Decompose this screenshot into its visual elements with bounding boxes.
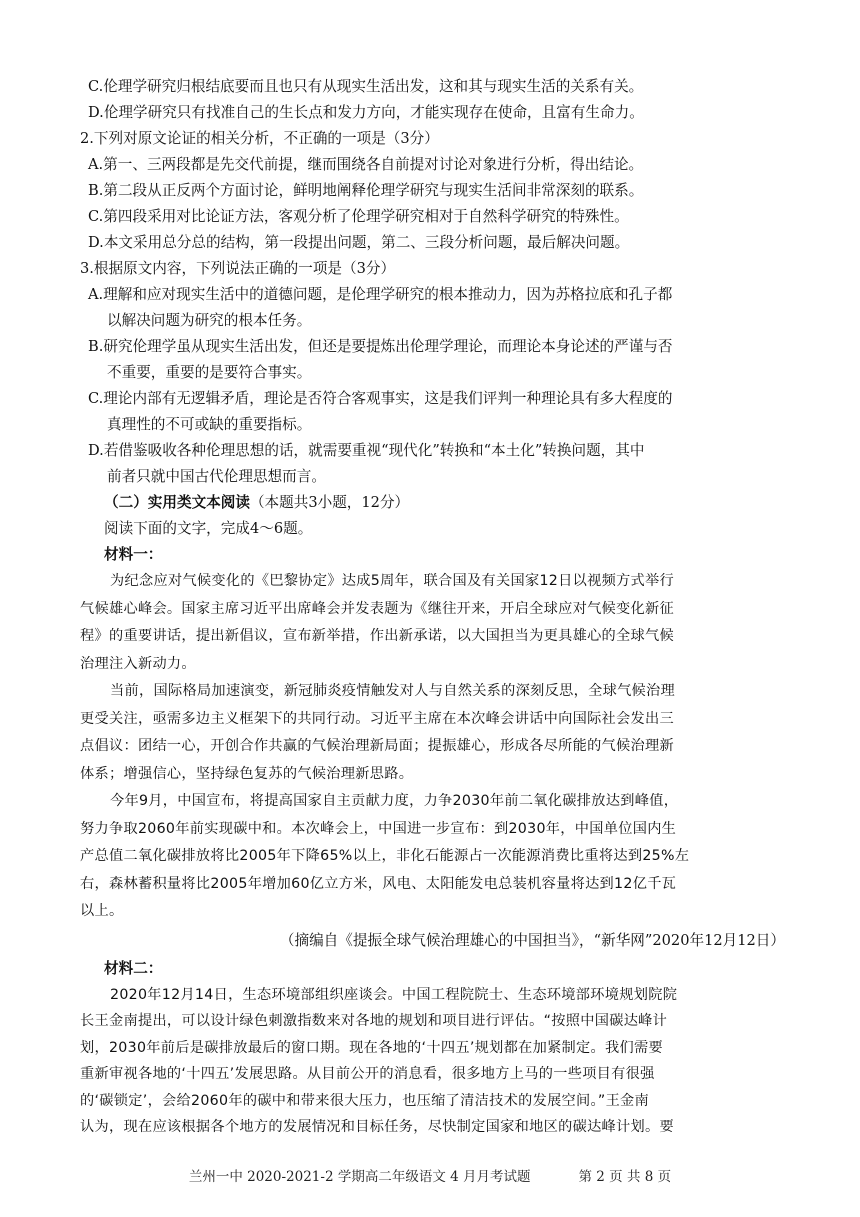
material1-line: 当前，国际格局加速演变，新冠肺炎疫情触发对人与自然关系的深刻反思，全球气候治理 xyxy=(110,683,676,699)
material2-line: 长王金南提出，可以设计绿色刺激指数来对各地的规划和项目进行评估。“按照中国碳达峰计 xyxy=(80,1013,668,1029)
page-footer xyxy=(0,1164,860,1190)
page xyxy=(80,74,785,1141)
material2-line: 的‘碳锁定’，会给2060年的碳中和带来很大压力，也压缩了清洁技术的发展空间。”王金南 xyxy=(80,1092,650,1109)
text-line: D.伦理学研究只有找准自己的生长点和发力方向，才能实现存在使命，且富有生命力。 xyxy=(88,104,644,121)
instruction: 阅读下面的文字，完成4～6题。 xyxy=(104,520,313,537)
question-lines xyxy=(80,74,785,490)
material1-line: 为纪念应对气候变化的《巴黎协定》达成5周年，联合国及有关国家12日以视频方式举行 xyxy=(110,573,675,589)
material1-line: 气候雄心峰会。国家主席习近平出席峰会并发表题为《继往开来，开启全球应对气候变化新征 xyxy=(80,600,674,617)
material2-line: 2020年12月14日，生态环境部组织座谈会。中国工程院院士、生态环境部环境规划院院 xyxy=(110,986,678,1003)
material1-source: （摘编自《提振全球气候治理雄心的中国担当》，“新华网”2020年12月12日） xyxy=(279,931,785,949)
text-line: 不重要，重要的是要符合事实。 xyxy=(107,364,312,381)
material1-line: 努力争取2060年前实现碳中和。本次峰会上，中国进一步宣布：到2030年，中国单位国内生 xyxy=(80,820,677,837)
section-note: （本题共3小题，12分） xyxy=(249,494,410,511)
text-line: D.本文采用总分总的结构，第一段提出问题，第二、三段分析问题，最后解决问题。 xyxy=(88,234,630,251)
text-line: B.研究伦理学虽从现实生活出发，但还是要提炼出伦理学理论，而理论本身论述的严谨与否 xyxy=(88,338,673,355)
text-line: 3.根据原文内容，下列说法正确的一项是（3分） xyxy=(80,260,396,277)
text-line: C.理论内部有无逻辑矛盾，理论是否符合客观事实，这是我们评判一种理论具有多大程度的 xyxy=(88,390,673,407)
text-line: A.第一、三两段都是先交代前提，继而围绕各自前提对讨论对象进行分析，得出结论。 xyxy=(88,156,644,173)
text-line: C.伦理学研究归根结底要而且也只有从现实生活出发，这和其与现实生活的关系有关。 xyxy=(88,78,644,95)
section-title: （二）实用类文本阅读 xyxy=(104,494,250,511)
material1-line: 治理注入新动力。 xyxy=(80,655,196,672)
material2-line: 认为，现在应该根据各个地方的发展情况和目标任务，尽快制定国家和地区的碳达峰计划。要 xyxy=(80,1119,674,1135)
material1-line: 更受关注，亟需多边主义框架下的共同行动。习近平主席在本次峰会讲话中向国际社会发出三 xyxy=(80,710,674,727)
material1-text xyxy=(80,568,785,926)
text-line: C.第四段采用对比论证方法，客观分析了伦理学研究相对于自然科学研究的特殊性。 xyxy=(88,208,629,225)
material1-line: 以上。 xyxy=(80,903,124,919)
material2-text xyxy=(80,982,785,1141)
text-line: A.理解和应对现实生活中的道德问题，是伦理学研究的根本推动力，因为苏格拉底和孔子都 xyxy=(88,286,673,303)
material2-line: 重新审视各地的‘十四五’发展思路。从目前公开的消息看，很多地方上马的一些项目有很强 xyxy=(80,1066,655,1082)
text-line: 真理性的不可或缺的重要指标。 xyxy=(107,416,312,433)
material1-line: 体系；增强信心，坚持绿色复苏的气候治理新思路。 xyxy=(80,765,414,782)
section-heading xyxy=(80,490,785,516)
material1-line: 今年9月，中国宣布，将提高国家自主贡献力度，力争2030年前二氧化碳排放达到峰值， xyxy=(110,793,679,809)
material2-line: 划，2030年前后是碳排放最后的窗口期。现在各地的‘十四五’规划都在加紧制定。我们需要 xyxy=(80,1039,663,1056)
text-line: 以解决问题为研究的根本任务。 xyxy=(107,312,312,329)
material1-line: 产总值二氧化碳排放将比2005年下降65%以上，非化石能源占一次能源消费比重将达到25%左 xyxy=(80,848,690,864)
material1-line: 右，森林蓄积量将比2005年增加60亿立方米，风电、太阳能发电总装机容量将达到12亿千瓦 xyxy=(80,875,677,892)
text-line: D.若借鉴吸收各种伦理思想的话，就需要重视“现代化”转换和“本土化”转换问题，其中 xyxy=(88,442,645,459)
text-line: B.第二段从正反两个方面讨论，鲜明地阐释伦理学研究与现实生活间非常深刻的联系。 xyxy=(88,182,644,199)
material1-label: 材料一： xyxy=(104,546,163,563)
material2-label: 材料二： xyxy=(104,959,163,977)
footer-exam-title: 兰州一中 2020-2021-2 学期高二年级语文 4 月月考试题 xyxy=(188,1169,531,1185)
material1-line: 程》的重要讲话，提出新倡议，宣布新举措，作出新承诺，以大国担当为更具雄心的全球气候 xyxy=(80,628,674,644)
material1-line: 点倡议：团结一心，开创合作共赢的气候治理新局面；提振雄心，形成各尽所能的气候治理新 xyxy=(80,738,674,754)
footer-page-number: 第 2 页 共 8 页 xyxy=(578,1169,672,1185)
text-line: 前者只就中国古代伦理思想而言。 xyxy=(107,468,326,485)
text-line: 2.下列对原文论证的相关分析，不正确的一项是（3分） xyxy=(80,130,439,147)
